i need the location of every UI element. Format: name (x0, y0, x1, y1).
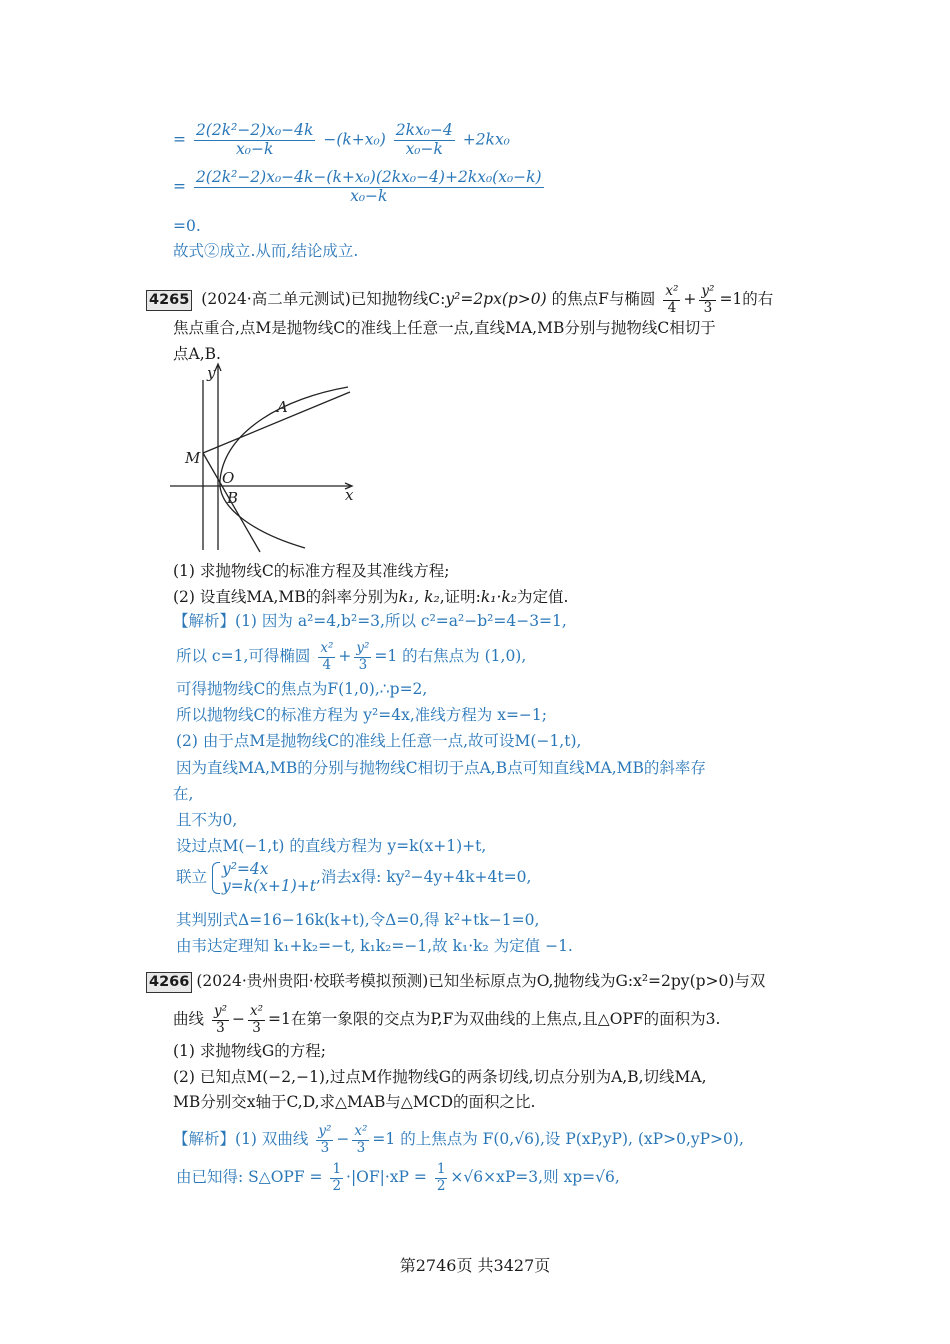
solution-4265-line8: 且不为0, (176, 811, 238, 829)
label-M: M (185, 449, 201, 467)
solution-4265-line6: 因为直线MA,MB的分别与抛物线C相切于点A,B点可知直线MA,MB的斜率存 (176, 759, 706, 777)
solution-4265-line1: 【解析】(1) 因为 a²=4,b²=3,所以 c²=a²−b²=4−3=1, (173, 612, 567, 630)
prev-conclusion: 故式②成立.从而,结论成立. (173, 242, 359, 260)
solution-4265-line5: (2) 由于点M是抛物线C的准线上任意一点,故可设M(−1,t), (176, 732, 582, 750)
label-O: O (222, 469, 235, 487)
solution-4265-line10: 联立 y²=4x y=k(x+1)+t ,消去x得: ky²−4y+4k+4t=0, (176, 860, 532, 895)
solution-4265-line7: 在, (173, 785, 194, 803)
prev-eq2: = $\frac{\text{2(2k²−2)x₀−4k−(k+x₀)(2kx₀−4)+2kx₀(x₀−k)}}{\text{x₀−k}}$ (173, 168, 542, 205)
problem-number: 4266 (146, 972, 192, 993)
problem-4265-line3: 点A,B. (173, 345, 221, 363)
solution-4265-line11: 其判别式Δ=16−16k(k+t),令Δ=0,得 k²+tk−1=0, (176, 911, 540, 929)
problem-4265-line1: 4265 (2024·高二单元测试)已知抛物线C:y²=2px(p>0) 的焦点F与椭圆 $\frac{\text{x²}}{4}$ + $\frac{\text{y²}}{3}$ =1的右 (146, 284, 773, 316)
solution-4266-line2: 由已知得: S△OPF = $\frac{1}{2}$ ·|OF|·xP = $\frac{1}{2}$ ×√6×xP=3,则 xp=√6, (176, 1161, 620, 1194)
solution-tag: 【解析】 (173, 1130, 236, 1149)
problem-4265-q2: (2) 设直线MA,MB的斜率分别为k₁, k₂,证明:k₁·k₂为定值. (173, 588, 569, 606)
problem-4266-line2: 曲线 $\frac{\text{y²}}{3}$ − $\frac{\text{x²}}{3}$ =1在第一象限的交点为P,F为双曲线的上焦点,且△OPF的面积为3. (173, 1003, 721, 1036)
page-footer: 第2746页 共3427页 (399, 1256, 551, 1275)
problem-4266-q3: MB分别交x轴于C,D,求△MAB与△MCD的面积之比. (173, 1093, 536, 1111)
solution-tag: 【解析】 (173, 612, 236, 630)
prev-eq3: =0. (173, 217, 201, 235)
problem-number: 4265 (146, 290, 192, 311)
problem-4266-line1: 4266 (2024·贵州贵阳·校联考模拟预测)已知坐标原点为O,抛物线为G:x²=2py(p>0)与双 (146, 971, 765, 993)
solution-4265-line12: 由韦达定理知 k₁+k₂=−t, k₁k₂=−1,故 k₁·k₂ 为定值 −1. (176, 937, 573, 955)
solution-4265-line4: 所以抛物线C的标准方程为 y²=4x,准线方程为 x=−1; (176, 706, 548, 724)
label-y: y (207, 364, 216, 382)
problem-4266-q2: (2) 已知点M(−2,−1),过点M作抛物线G的两条切线,切点分别为A,B,切线MA, (173, 1068, 707, 1086)
problem-4265-line2: 焦点重合,点M是抛物线C的准线上任意一点,直线MA,MB分别与抛物线C相切于 (173, 319, 716, 337)
solution-4265-line2: 所以 c=1,可得椭圆 $\frac{\text{x²}}{4}$ + $\frac{\text{y²}}{3}$ =1 的右焦点为 (1,0), (176, 640, 527, 673)
label-B: B (227, 489, 239, 507)
label-x: x (345, 486, 354, 504)
solution-4266-line1: 【解析】(1) 双曲线 $\frac{\text{y²}}{3}$ − $\frac{\text{x²}}{3}$ =1 的上焦点为 F(0,√6),设 P(xP,yP), (xP>0,yP>0), (173, 1123, 744, 1156)
equation-system: y²=4x y=k(x+1)+t (212, 861, 316, 895)
problem-4266-q1: (1) 求抛物线G的方程; (173, 1042, 326, 1060)
solution-4265-line9: 设过点M(−1,t) 的直线方程为 y=k(x+1)+t, (176, 837, 487, 855)
parabola-figure (165, 360, 365, 555)
solution-4265-line3: 可得抛物线C的焦点为F(1,0),∴p=2, (176, 680, 428, 698)
prev-eq1: = $\frac{\text{2(2k²−2)x₀−4k}}{\text{x₀−k}}$ −(k+x₀) $\frac{\text{2kx₀−4}}{\text{x₀−k}}$ +2kx₀ (173, 121, 510, 158)
problem-4265-q1: (1) 求抛物线C的标准方程及其准线方程; (173, 562, 450, 580)
label-A: A (277, 398, 288, 416)
